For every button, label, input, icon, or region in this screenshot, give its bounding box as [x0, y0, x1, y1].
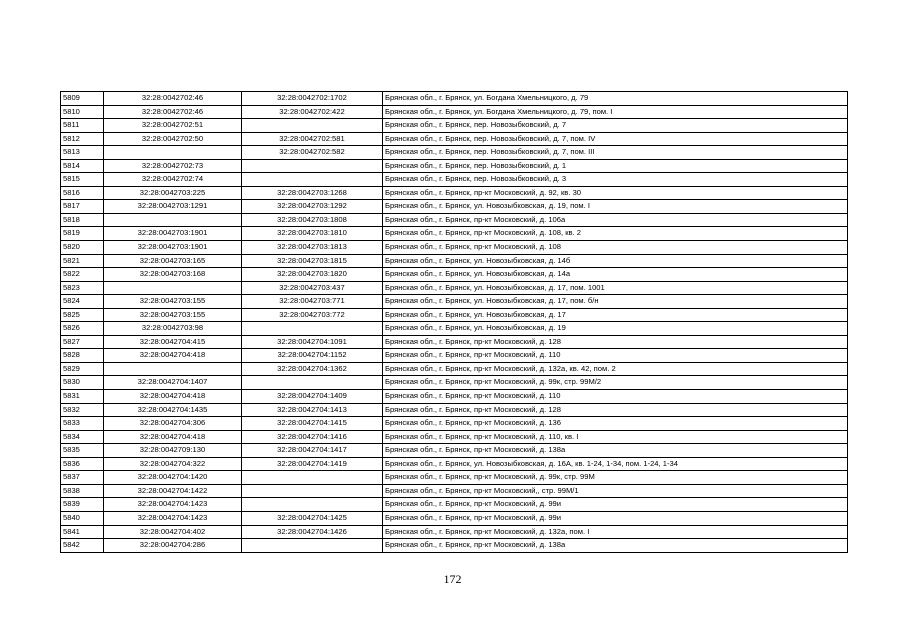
object-cadastral-number-cell: 32:28:0042704:1413 — [242, 403, 383, 417]
object-cadastral-number-cell: 32:28:0042704:1417 — [242, 444, 383, 458]
table-row — [61, 92, 848, 106]
cadastral-number-cell: 32:28:0042704:418 — [104, 430, 242, 444]
table-row — [61, 105, 848, 119]
cadastral-number-cell: 32:28:0042704:322 — [104, 457, 242, 471]
cadastral-number-cell: 32:28:0042703:225 — [104, 186, 242, 200]
address-cell: Брянская обл., г. Брянск, пр-кт Московский, д. 99к, стр. 99М — [383, 471, 848, 485]
table-row — [61, 295, 848, 309]
cadastral-number-cell: 32:28:0042704:418 — [104, 390, 242, 404]
object-cadastral-number-cell: 32:28:0042702:1702 — [242, 92, 383, 106]
cadastral-number-cell: 32:28:0042704:1423 — [104, 511, 242, 525]
address-cell: Брянская обл., г. Брянск, ул. Новозыбковская, д. 17, пом. б/н — [383, 295, 848, 309]
object-cadastral-number-cell: 32:28:0042703:1808 — [242, 213, 383, 227]
row-number-cell: 5838 — [61, 484, 104, 498]
row-number-cell: 5814 — [61, 159, 104, 173]
page-number: 172 — [443, 572, 462, 586]
object-cadastral-number-cell — [242, 322, 383, 336]
row-number-cell: 5812 — [61, 132, 104, 146]
row-number-cell: 5809 — [61, 92, 104, 106]
cadastral-number-cell: 32:28:0042703:168 — [104, 268, 242, 282]
address-cell: Брянская обл., г. Брянск, ул. Новозыбковская, д. 19, пом. I — [383, 200, 848, 214]
address-cell: Брянская обл., г. Брянск, пр-кт Московский, д. 136 — [383, 417, 848, 431]
cadastral-number-cell — [104, 146, 242, 160]
address-cell: Брянская обл., г. Брянск, ул. Новозыбковская, д. 17 — [383, 308, 848, 322]
object-cadastral-number-cell: 32:28:0042703:1815 — [242, 254, 383, 268]
table-row — [61, 173, 848, 187]
cadastral-number-cell: 32:28:0042702:46 — [104, 105, 242, 119]
cadastral-number-cell: 32:28:0042704:415 — [104, 335, 242, 349]
table-row — [61, 227, 848, 241]
object-cadastral-number-cell: 32:28:0042704:1425 — [242, 511, 383, 525]
row-number-cell: 5810 — [61, 105, 104, 119]
table-row — [61, 254, 848, 268]
row-number-cell: 5829 — [61, 362, 104, 376]
object-cadastral-number-cell — [242, 484, 383, 498]
cadastral-number-cell: 32:28:0042704:1420 — [104, 471, 242, 485]
object-cadastral-number-cell: 32:28:0042704:1362 — [242, 362, 383, 376]
registry-table-body — [61, 92, 848, 553]
object-cadastral-number-cell — [242, 471, 383, 485]
object-cadastral-number-cell: 32:28:0042703:1820 — [242, 268, 383, 282]
address-cell: Брянская обл., г. Брянск, пер. Новозыбковский, д. 7, пом. III — [383, 146, 848, 160]
address-cell: Брянская обл., г. Брянск, пр-кт Московский, д. 128 — [383, 335, 848, 349]
row-number-cell: 5837 — [61, 471, 104, 485]
table-row — [61, 362, 848, 376]
cadastral-number-cell: 32:28:0042704:286 — [104, 539, 242, 553]
cadastral-number-cell: 32:28:0042702:51 — [104, 119, 242, 133]
row-number-cell: 5815 — [61, 173, 104, 187]
row-number-cell: 5824 — [61, 295, 104, 309]
cadastral-number-cell: 32:28:0042703:1901 — [104, 227, 242, 241]
cadastral-number-cell — [104, 362, 242, 376]
object-cadastral-number-cell: 32:28:0042704:1415 — [242, 417, 383, 431]
table-row — [61, 186, 848, 200]
row-number-cell: 5832 — [61, 403, 104, 417]
row-number-cell: 5841 — [61, 525, 104, 539]
table-row — [61, 213, 848, 227]
cadastral-number-cell: 32:28:0042703:98 — [104, 322, 242, 336]
address-cell: Брянская обл., г. Брянск, пр-кт Московский, д. 108, кв. 2 — [383, 227, 848, 241]
object-cadastral-number-cell: 32:28:0042702:422 — [242, 105, 383, 119]
table-row — [61, 268, 848, 282]
table-row — [61, 525, 848, 539]
table-row — [61, 539, 848, 553]
row-number-cell: 5840 — [61, 511, 104, 525]
address-cell: Брянская обл., г. Брянск, пер. Новозыбковский, д. 7 — [383, 119, 848, 133]
cadastral-number-cell: 32:28:0042704:1423 — [104, 498, 242, 512]
row-number-cell: 5827 — [61, 335, 104, 349]
address-cell: Брянская обл., г. Брянск, пр-кт Московский, д. 99к, стр. 99М/2 — [383, 376, 848, 390]
row-number-cell: 5817 — [61, 200, 104, 214]
row-number-cell: 5839 — [61, 498, 104, 512]
object-cadastral-number-cell: 32:28:0042704:1409 — [242, 390, 383, 404]
cadastral-number-cell: 32:28:0042702:50 — [104, 132, 242, 146]
table-row — [61, 498, 848, 512]
address-cell: Брянская обл., г. Брянск, ул. Новозыбковская, д. 16А, кв. 1-24, 1-34, пом. 1-24, 1-34 — [383, 457, 848, 471]
cadastral-number-cell — [104, 281, 242, 295]
cadastral-number-cell: 32:28:0042704:306 — [104, 417, 242, 431]
row-number-cell: 5813 — [61, 146, 104, 160]
object-cadastral-number-cell — [242, 376, 383, 390]
table-row — [61, 484, 848, 498]
address-cell: Брянская обл., г. Брянск, пер. Новозыбковский, д. 3 — [383, 173, 848, 187]
address-cell: Брянская обл., г. Брянск, пр-кт Московский, д. 132а, кв. 42, пом. 2 — [383, 362, 848, 376]
table-row — [61, 132, 848, 146]
cadastral-number-cell: 32:28:0042704:1435 — [104, 403, 242, 417]
table-row — [61, 200, 848, 214]
table-row — [61, 376, 848, 390]
cadastral-number-cell: 32:28:0042709:130 — [104, 444, 242, 458]
row-number-cell: 5818 — [61, 213, 104, 227]
table-row — [61, 471, 848, 485]
object-cadastral-number-cell — [242, 173, 383, 187]
address-cell: Брянская обл., г. Брянск, пер. Новозыбковский, д. 1 — [383, 159, 848, 173]
table-row — [61, 390, 848, 404]
address-cell: Брянская обл., г. Брянск, пр-кт Московский, д. 132а, пом. I — [383, 525, 848, 539]
object-cadastral-number-cell: 32:28:0042703:1268 — [242, 186, 383, 200]
address-cell: Брянская обл., г. Брянск, пр-кт Московский, д. 92, кв. 30 — [383, 186, 848, 200]
address-cell: Брянская обл., г. Брянск, пр-кт Московский, д. 108 — [383, 241, 848, 255]
cadastral-number-cell: 32:28:0042703:1291 — [104, 200, 242, 214]
row-number-cell: 5828 — [61, 349, 104, 363]
object-cadastral-number-cell — [242, 498, 383, 512]
row-number-cell: 5822 — [61, 268, 104, 282]
cadastral-number-cell: 32:28:0042702:73 — [104, 159, 242, 173]
cadastral-number-cell: 32:28:0042704:418 — [104, 349, 242, 363]
object-cadastral-number-cell: 32:28:0042704:1419 — [242, 457, 383, 471]
table-row — [61, 146, 848, 160]
cadastral-number-cell: 32:28:0042704:1407 — [104, 376, 242, 390]
table-row — [61, 349, 848, 363]
table-row — [61, 119, 848, 133]
table-row — [61, 308, 848, 322]
cadastral-number-cell: 32:28:0042702:46 — [104, 92, 242, 106]
address-cell: Брянская обл., г. Брянск, пр-кт Московский,, стр. 99М/1 — [383, 484, 848, 498]
address-cell: Брянская обл., г. Брянск, пр-кт Московский, д. 138а — [383, 539, 848, 553]
object-cadastral-number-cell — [242, 159, 383, 173]
address-cell: Брянская обл., г. Брянск, пр-кт Московский, д. 138а — [383, 444, 848, 458]
table-row — [61, 457, 848, 471]
object-cadastral-number-cell: 32:28:0042704:1416 — [242, 430, 383, 444]
object-cadastral-number-cell: 32:28:0042703:1292 — [242, 200, 383, 214]
address-cell: Брянская обл., г. Брянск, ул. Богдана Хмельницкого, д. 79 — [383, 92, 848, 106]
row-number-cell: 5835 — [61, 444, 104, 458]
row-number-cell: 5825 — [61, 308, 104, 322]
object-cadastral-number-cell: 32:28:0042703:1810 — [242, 227, 383, 241]
row-number-cell: 5833 — [61, 417, 104, 431]
cadastral-number-cell: 32:28:0042703:155 — [104, 308, 242, 322]
row-number-cell: 5823 — [61, 281, 104, 295]
row-number-cell: 5830 — [61, 376, 104, 390]
row-number-cell: 5819 — [61, 227, 104, 241]
row-number-cell: 5826 — [61, 322, 104, 336]
address-cell: Брянская обл., г. Брянск, ул. Новозыбковская, д. 14а — [383, 268, 848, 282]
object-cadastral-number-cell — [242, 539, 383, 553]
address-cell: Брянская обл., г. Брянск, ул. Богдана Хмельницкого, д. 79, пом. I — [383, 105, 848, 119]
table-row — [61, 417, 848, 431]
address-cell: Брянская обл., г. Брянск, пр-кт Московский, д. 128 — [383, 403, 848, 417]
address-cell: Брянская обл., г. Брянск, пр-кт Московский, д. 106а — [383, 213, 848, 227]
row-number-cell: 5836 — [61, 457, 104, 471]
address-cell: Брянская обл., г. Брянск, пр-кт Московский, д. 110, кв. I — [383, 430, 848, 444]
row-number-cell: 5816 — [61, 186, 104, 200]
address-cell: Брянская обл., г. Брянск, пр-кт Московский, д. 110 — [383, 349, 848, 363]
table-row — [61, 403, 848, 417]
address-cell: Брянская обл., г. Брянск, пер. Новозыбковский, д. 7, пом. IV — [383, 132, 848, 146]
row-number-cell: 5820 — [61, 241, 104, 255]
table-row — [61, 511, 848, 525]
cadastral-number-cell: 32:28:0042703:1901 — [104, 241, 242, 255]
object-cadastral-number-cell: 32:28:0042703:771 — [242, 295, 383, 309]
address-cell: Брянская обл., г. Брянск, пр-кт Московский, д. 99и — [383, 511, 848, 525]
object-cadastral-number-cell: 32:28:0042703:772 — [242, 308, 383, 322]
row-number-cell: 5811 — [61, 119, 104, 133]
address-cell: Брянская обл., г. Брянск, ул. Новозыбковская, д. 19 — [383, 322, 848, 336]
cadastral-number-cell: 32:28:0042703:155 — [104, 295, 242, 309]
address-cell: Брянская обл., г. Брянск, ул. Новозыбковская, д. 17, пом. 1001 — [383, 281, 848, 295]
object-cadastral-number-cell: 32:28:0042704:1426 — [242, 525, 383, 539]
object-cadastral-number-cell — [242, 119, 383, 133]
address-cell: Брянская обл., г. Брянск, пр-кт Московский, д. 110 — [383, 390, 848, 404]
row-number-cell: 5821 — [61, 254, 104, 268]
row-number-cell: 5842 — [61, 539, 104, 553]
table-row — [61, 159, 848, 173]
address-cell: Брянская обл., г. Брянск, ул. Новозыбковская, д. 14б — [383, 254, 848, 268]
table-row — [61, 241, 848, 255]
row-number-cell: 5834 — [61, 430, 104, 444]
object-cadastral-number-cell: 32:28:0042702:581 — [242, 132, 383, 146]
cadastral-number-cell: 32:28:0042703:165 — [104, 254, 242, 268]
table-row — [61, 335, 848, 349]
cadastral-number-cell — [104, 213, 242, 227]
row-number-cell: 5831 — [61, 390, 104, 404]
registry-table — [60, 91, 848, 553]
cadastral-number-cell: 32:28:0042704:1422 — [104, 484, 242, 498]
object-cadastral-number-cell: 32:28:0042703:1813 — [242, 241, 383, 255]
table-row — [61, 322, 848, 336]
object-cadastral-number-cell: 32:28:0042704:1091 — [242, 335, 383, 349]
cadastral-number-cell: 32:28:0042702:74 — [104, 173, 242, 187]
address-cell: Брянская обл., г. Брянск, пр-кт Московский, д. 99и — [383, 498, 848, 512]
object-cadastral-number-cell: 32:28:0042703:437 — [242, 281, 383, 295]
table-row — [61, 281, 848, 295]
object-cadastral-number-cell: 32:28:0042702:582 — [242, 146, 383, 160]
cadastral-number-cell: 32:28:0042704:402 — [104, 525, 242, 539]
object-cadastral-number-cell: 32:28:0042704:1152 — [242, 349, 383, 363]
table-row — [61, 444, 848, 458]
table-row — [61, 430, 848, 444]
